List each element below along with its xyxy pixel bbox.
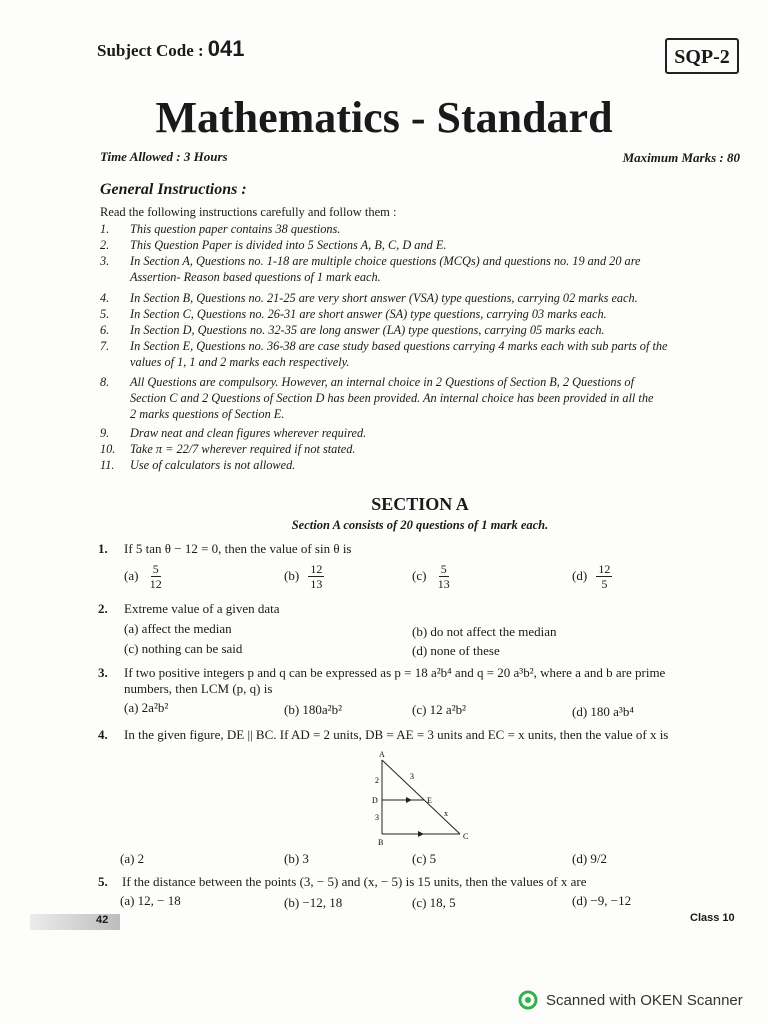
question-text: If two positive integers p and q can be expressed as p = 18 a²b⁴ and q = 20 a³b², where a and b are prime — [124, 665, 666, 680]
option-a: (a) 2 — [120, 851, 145, 866]
section-heading: SECTION A — [371, 494, 469, 514]
option-a: (a) 12, − 18 — [120, 893, 181, 908]
subject-code — [97, 36, 244, 62]
option-d: (d) 9/2 — [572, 851, 608, 866]
option-b: (b) $\frac{12}{13}$ — [284, 562, 323, 591]
page-number: 42 — [96, 914, 109, 926]
parallel-arrow-de — [406, 797, 412, 803]
option-d: (d) $\frac{12}{5}$ — [572, 562, 611, 591]
option-d: (d) none of these — [412, 643, 500, 658]
paper-tag: SQP-2 — [665, 38, 739, 74]
label-ae: 3 — [410, 772, 414, 781]
question-number: 3. — [98, 665, 108, 680]
option-b: (b) do not affect the median — [412, 624, 557, 639]
option-c: (c) 18, 5 — [412, 895, 456, 910]
label-b: B — [378, 838, 384, 847]
question-text: In the given figure, DE || BC. If AD = 2 units, DB = AE = 3 units and EC = x units, then the value of x is — [124, 727, 669, 742]
option-d: (d) −9, −12 — [572, 893, 632, 908]
label-a: A — [379, 750, 385, 759]
option-a: (a) $\frac{5}{12}$ — [124, 562, 162, 591]
label-d: D — [372, 796, 378, 805]
option-a: (a) 2a²b² — [124, 700, 169, 715]
question-number: 4. — [98, 727, 108, 742]
fraction: $\frac{12}{5}$ — [598, 562, 611, 591]
question-text-cont: numbers, then LCM (p, q) is — [124, 681, 273, 696]
subject-code-value: 041 — [207, 36, 245, 61]
option-c: (c) $\frac{5}{13}$ — [412, 562, 450, 591]
instructions-intro: Read the following instructions carefully and follow them : — [100, 205, 397, 219]
question-number: 1. — [98, 541, 108, 556]
question-number: 5. — [98, 874, 108, 889]
option-d: (d) 180 a³b⁴ — [572, 704, 634, 719]
side-ac — [382, 760, 460, 834]
question-number: 2. — [98, 601, 108, 616]
page-title: Mathematics - Standard — [155, 93, 613, 142]
scanner-text: Scanned with OKEN Scanner — [546, 991, 743, 1009]
question-text: Extreme value of a given data — [124, 601, 280, 616]
fraction: $\frac{5}{13}$ — [437, 562, 450, 591]
option-b: (b) 180a²b² — [284, 702, 342, 717]
question-text: If the distance between the points (3, − 5) and (x, − 5) is 15 units, then the values of x are — [122, 874, 587, 889]
option-c: (c) 5 — [412, 851, 437, 866]
max-marks: Maximum Marks : 80 — [622, 150, 740, 165]
option-b: (b) −12, 18 — [284, 895, 343, 910]
section-subheading: Section A consists of 20 questions of 1 mark each. — [291, 518, 549, 532]
label-x: x — [444, 809, 448, 818]
triangle-figure — [360, 750, 480, 850]
label-c: C — [463, 832, 469, 841]
scanner-logo-icon — [518, 990, 538, 1010]
fraction: $\frac{12}{13}$ — [310, 562, 323, 591]
parallel-arrow-bc — [418, 831, 424, 837]
instructions-heading: General Instructions : — [100, 181, 247, 198]
option-b: (b) 3 — [284, 851, 309, 866]
subject-code-label: Subject Code : — [97, 41, 204, 60]
label-ad: 2 — [375, 776, 379, 785]
label-e: E — [427, 796, 432, 805]
instruction-item: 3. In Section A, Questions no. 1-18 are multiple choice questions (MCQs) and questions no. 19 and 20 are Assertion- Reason based questions of 1 mark each. — [100, 254, 641, 284]
option-c: (c) 12 a²b² — [412, 702, 466, 717]
question-text: If 5 tan θ − 12 = 0, then the value of sin θ is — [124, 541, 352, 556]
option-c: (c) nothing can be said — [124, 641, 243, 656]
time-allowed: Time Allowed : 3 Hours — [100, 149, 228, 164]
option-a: (a) affect the median — [124, 621, 232, 636]
fraction: $\frac{5}{12}$ — [149, 562, 162, 591]
class-label: Class 10 — [690, 912, 735, 924]
scanner-watermark — [518, 990, 743, 1010]
label-db: 3 — [375, 813, 379, 822]
instruction-item: 7. In Section E, Questions no. 36-38 are case study based questions carrying 4 marks each with sub parts of the values of 1, 1 and 2 marks each respectively. — [100, 339, 668, 369]
instruction-item: 8. All Questions are compulsory. However, an internal choice in 2 Questions of Section B, 2 Questions of Section C and 2 Questions of Section D has been provided. An internal choice has been provided in all the 2 marks questions of Section E. — [100, 375, 654, 421]
